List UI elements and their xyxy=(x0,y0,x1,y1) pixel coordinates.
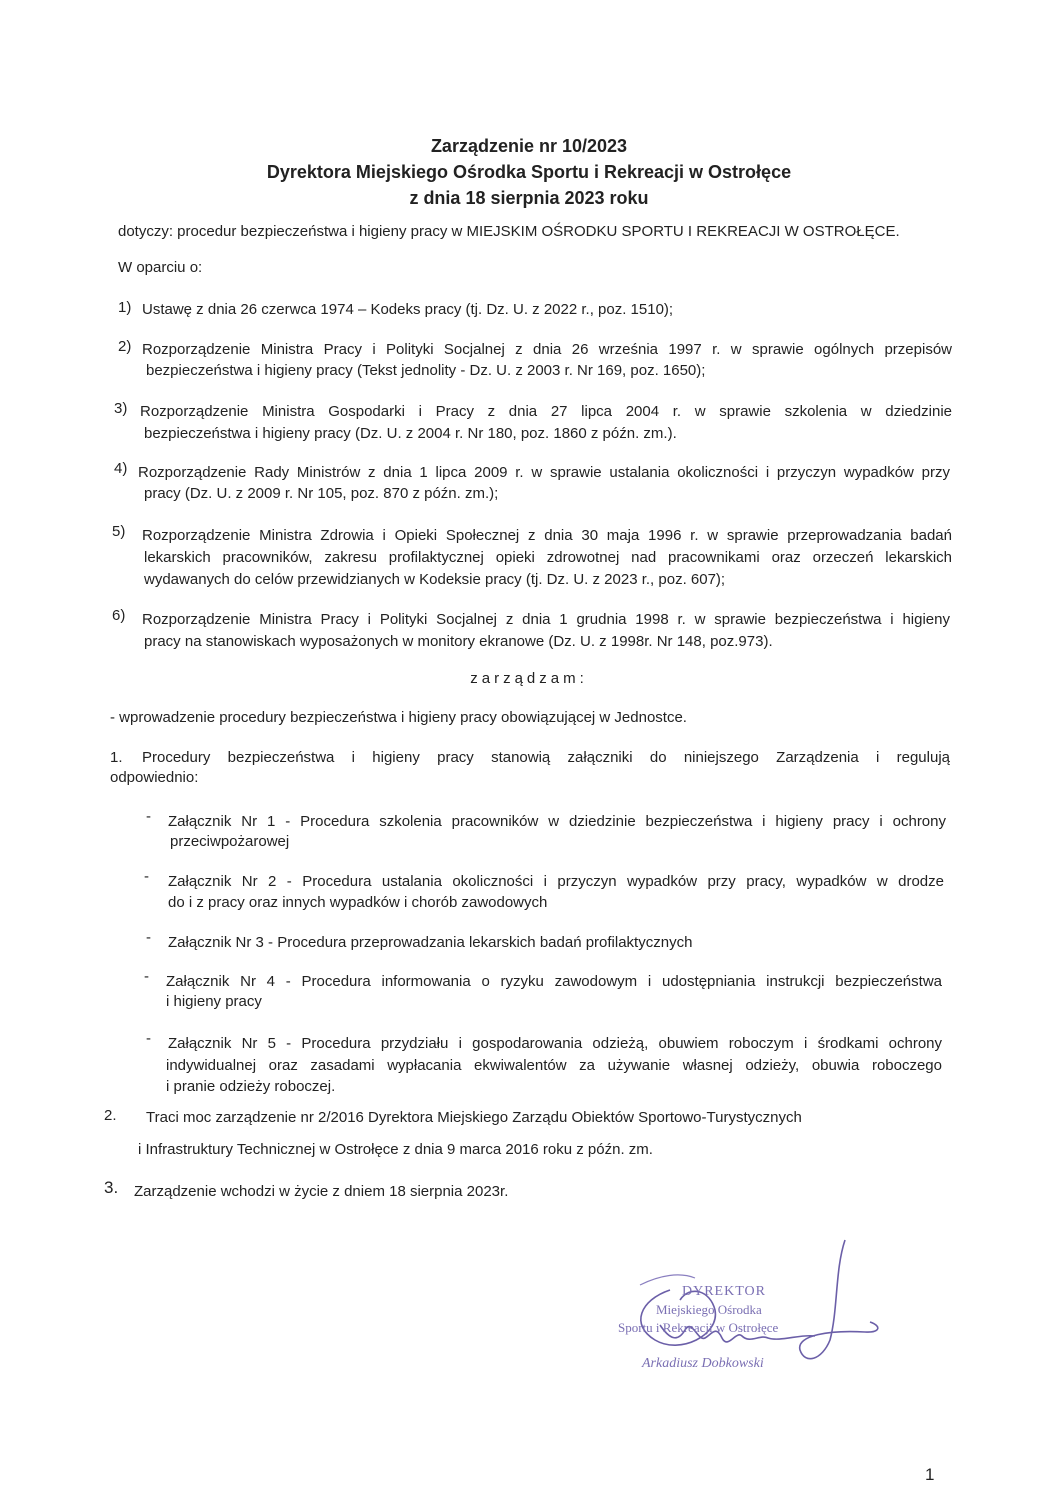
document-subject: dotyczy: procedur bezpieczeństwa i higieny pracy w MIEJSKIM OŚRODKU SPORTU I REKREACJI W OSTROŁĘCE. xyxy=(118,223,900,240)
basis-number: 3) xyxy=(114,400,128,417)
point-number: 2. xyxy=(104,1107,117,1124)
decree-word: zarządzam: xyxy=(470,670,588,687)
attachment-line: i higieny pracy xyxy=(166,993,262,1010)
document-issuer: Dyrektora Miejskiego Ośrodka Sportu i Rekreacji w Ostrołęce xyxy=(266,162,792,182)
attachment-line: przeciwpożarowej xyxy=(170,833,290,850)
official-stamp xyxy=(600,1230,890,1390)
stamp-line: Sportu i Rekreacji w Ostrołęce xyxy=(618,1320,779,1335)
basis-item-line: Rozporządzenie Ministra Pracy i Polityki Socjalnej z dnia 1 grudnia 1998 r. w sprawie bezpieczeństwa i higieny xyxy=(142,611,950,628)
point-number: 1. xyxy=(110,749,123,766)
basis-item-line: Rozporządzenie Ministra Gospodarki i Pracy z dnia 27 lipca 2004 r. w sprawie szkolenia w dziedzinie xyxy=(140,403,952,420)
basis-number: 2) xyxy=(118,338,132,355)
basis-item-line: Rozporządzenie Ministra Pracy i Polityki Socjalnej z dnia 26 września 1997 r. w sprawie ogólnych przepisów xyxy=(142,341,952,358)
attachment-line: i pranie odzieży roboczej. xyxy=(166,1078,336,1095)
document-title: Zarządzenie nr 10/2023 xyxy=(430,136,628,156)
basis-item-line: lekarskich pracowników, zakresu profilaktycznej opieki zdrowotnej nad pracownikami oraz orzeczeń lekarskich xyxy=(144,549,952,566)
basis-item-line: Ustawę z dnia 26 czerwca 1974 – Kodeks pracy (tj. Dz. U. z 2022 r., poz. 1510); xyxy=(142,301,674,318)
attachment-line: indywidualnej oraz zasadami wypłacania ekwiwalentów za używanie własnej odzieży, obuwia roboczego xyxy=(166,1057,942,1074)
basis-number: 5) xyxy=(112,523,126,540)
basis-item-line: bezpieczeństwa i higieny pracy (Tekst jednolity - Dz. U. z 2003 r. Nr 169, poz. 1650); xyxy=(146,362,706,379)
stamp-line: Miejskiego Ośrodka xyxy=(656,1302,762,1317)
basis-number: 4) xyxy=(114,460,128,477)
attachment-bullet: - xyxy=(146,1030,151,1047)
point-text-line: i Infrastruktury Technicznej w Ostrołęce z dnia 9 marca 2016 roku z późn. zm. xyxy=(138,1141,653,1158)
attachment-bullet: - xyxy=(144,868,149,885)
basis-item-line: bezpieczeństwa i higieny pracy (Dz. U. z 2004 r. Nr 180, poz. 1860 z późn. zm.). xyxy=(144,425,677,442)
stamp-title: DYREKTOR xyxy=(682,1284,766,1299)
attachment-line: Załącznik Nr 1 - Procedura szkolenia pracowników w dziedzinie bezpieczeństwa i higieny pracy i ochrony xyxy=(168,813,946,830)
page-number: 1 xyxy=(925,1465,935,1484)
point-text-line: Traci moc zarządzenie nr 2/2016 Dyrektora Miejskiego Zarządu Obiektów Sportowo-Turystycznych xyxy=(146,1109,802,1126)
basis-item-line: Rozporządzenie Rady Ministrów z dnia 1 lipca 2009 r. w sprawie ustalania okoliczności i przyczyn wypadków przy xyxy=(138,464,950,481)
document-date: z dnia 18 sierpnia 2023 roku xyxy=(409,188,649,208)
attachment-line: Załącznik Nr 3 - Procedura przeprowadzania lekarskich badań profilaktycznych xyxy=(168,934,693,951)
basis-number: 1) xyxy=(118,299,132,316)
basis-item-line: pracy na stanowiskach wyposażonych w monitory ekranowe (Dz. U. z 1998r. Nr 148, poz.973). xyxy=(144,633,773,650)
attachment-line: do i z pracy oraz innych wypadków i chorób zawodowych xyxy=(168,894,548,911)
attachment-bullet: - xyxy=(146,808,151,825)
point-text-line: odpowiednio: xyxy=(110,769,199,786)
stamp-name: Arkadiusz Dobkowski xyxy=(642,1356,764,1371)
basis-item-line: pracy (Dz. U. z 2009 r. Nr 105, poz. 870 z późn. zm.); xyxy=(144,485,499,502)
attachment-line: Załącznik Nr 2 - Procedura ustalania okoliczności i przyczyn wypadków przy pracy, wypadków w drodze xyxy=(168,873,944,890)
basis-item-line: wydawanych do celów przewidzianych w Kodeksie pracy (tj. Dz. U. z 2023 r., poz. 607); xyxy=(144,571,726,588)
basis-number: 6) xyxy=(112,607,126,624)
point-text-line: Procedury bezpieczeństwa i higieny pracy stanowią załączniki do niniejszego Zarządzenia i regulują xyxy=(142,749,950,766)
attachment-bullet: - xyxy=(146,929,151,946)
basis-intro: W oparciu o: xyxy=(118,259,203,276)
point-text-line: Zarządzenie wchodzi w życie z dniem 18 sierpnia 2023r. xyxy=(134,1183,509,1200)
attachment-line: Załącznik Nr 4 - Procedura informowania o ryzyku zawodowym i udostępniania instrukcji bezpieczeństwa xyxy=(166,973,942,990)
basis-item-line: Rozporządzenie Ministra Zdrowia i Opieki Społecznej z dnia 30 maja 1996 r. w sprawie przeprowadzania badań xyxy=(142,527,952,544)
attachment-bullet: - xyxy=(144,968,149,985)
point-number: 3. xyxy=(104,1178,119,1197)
attachment-line: Załącznik Nr 5 - Procedura przydziału i gospodarowania odzieżą, obuwiem roboczym i środkami ochrony xyxy=(168,1035,942,1052)
decree-intro: - wprowadzenie procedury bezpieczeństwa i higieny pracy obowiązującej w Jednostce. xyxy=(110,709,687,726)
